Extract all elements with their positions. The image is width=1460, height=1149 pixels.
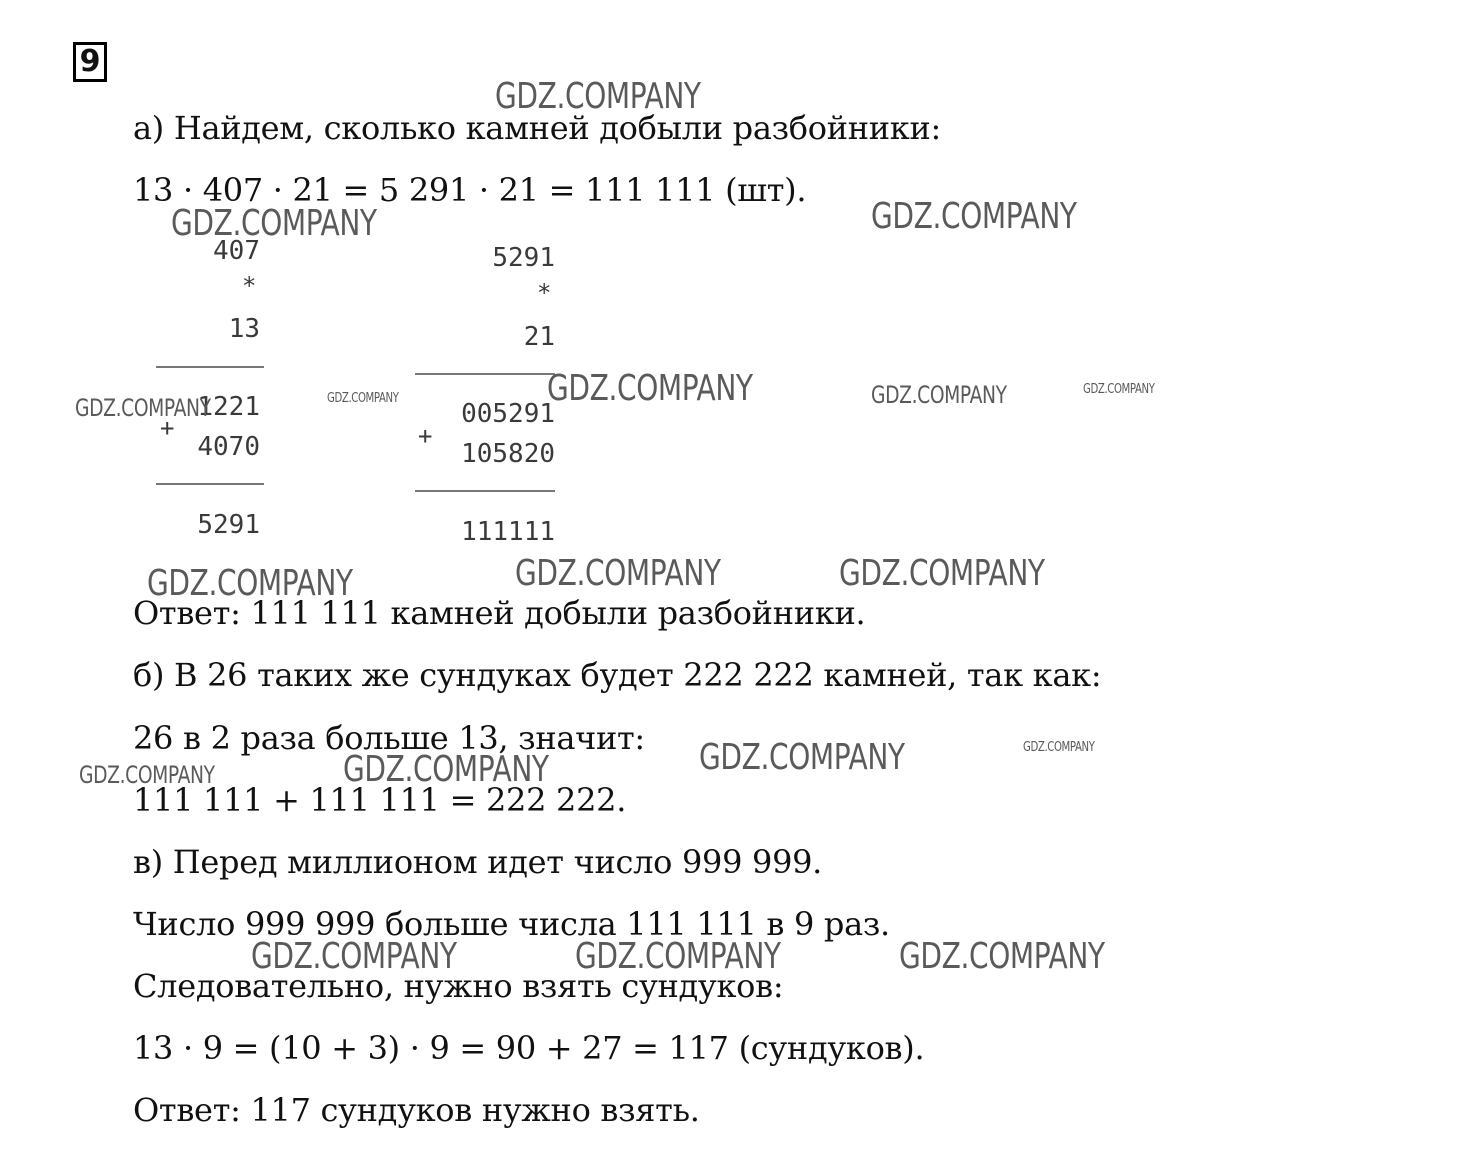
part-b-reason: 26 в 2 раза больше 13, значит: [133, 719, 645, 757]
watermark: GDZ.COMPANY [871, 381, 1007, 409]
calc2-result: 111111 [461, 517, 555, 547]
watermark: GDZ.COMPANY [547, 368, 753, 409]
part-a-answer: Ответ: 111 111 камней добыли разбойники. [133, 594, 866, 632]
watermark: GDZ.COMPANY [251, 936, 457, 977]
watermark: GDZ.COMPANY [343, 749, 549, 790]
part-b-intro: б) В 26 таких же сундуках будет 222 222 камней, так как: [133, 656, 1102, 694]
part-b-expression: 111 111 + 111 111 = 222 222. [133, 781, 627, 819]
calc1-multiplier: 13 [228, 314, 260, 344]
watermark: GDZ.COMPANY [75, 394, 211, 422]
calc2-multiplicand: 5291 [492, 243, 555, 273]
part-c-expression: 13 · 9 = (10 + 3) · 9 = 90 + 27 = 117 (сундуков). [133, 1029, 925, 1067]
calc1-multiply-sign: * [242, 272, 257, 300]
watermark: GDZ.COMPANY [327, 391, 399, 406]
calc2-rule-1 [415, 373, 555, 375]
watermark: GDZ.COMPANY [147, 563, 353, 604]
calc2-partial-2: 105820 [461, 439, 555, 469]
watermark: GDZ.COMPANY [871, 196, 1077, 237]
watermark: GDZ.COMPANY [1023, 740, 1095, 755]
watermark: GDZ.COMPANY [575, 936, 781, 977]
calc1-result: 5291 [197, 510, 260, 540]
calc1-multiplicand: 407 [213, 236, 260, 266]
calc1-partial-2: 4070 [197, 432, 260, 462]
watermark: GDZ.COMPANY [79, 761, 215, 789]
calc1-plus-sign: + [160, 414, 175, 442]
watermark: GDZ.COMPANY [839, 553, 1045, 594]
part-c-answer: Ответ: 117 сундуков нужно взять. [133, 1091, 700, 1129]
calc2-rule-2 [415, 490, 555, 492]
watermark: GDZ.COMPANY [515, 553, 721, 594]
part-a-intro: а) Найдем, сколько камней добыли разбойники: [133, 109, 942, 147]
watermark: GDZ.COMPANY [171, 203, 377, 244]
calc1-rule-1 [156, 366, 264, 368]
calc1-rule-2 [156, 483, 264, 485]
calc2-plus-sign: + [418, 422, 433, 450]
task-number: 9 [73, 42, 107, 82]
part-c-intro: в) Перед миллионом идет число 999 999. [133, 843, 823, 881]
part-a-expression: 13 · 407 · 21 = 5 291 · 21 = 111 111 (шт). [133, 171, 807, 209]
watermark: GDZ.COMPANY [495, 76, 701, 117]
watermark: GDZ.COMPANY [899, 936, 1105, 977]
calc2-multiply-sign: * [537, 279, 552, 307]
calc2-partial-1: 005291 [461, 399, 555, 429]
part-c-therefore: Следовательно, нужно взять сундуков: [133, 967, 784, 1005]
watermark: GDZ.COMPANY [699, 737, 905, 778]
calc1-partial-1: 1221 [197, 392, 260, 422]
part-c-compare: Число 999 999 больше числа 111 111 в 9 раз. [133, 905, 890, 943]
watermark: GDZ.COMPANY [1083, 382, 1155, 397]
calc2-multiplier: 21 [523, 322, 555, 352]
